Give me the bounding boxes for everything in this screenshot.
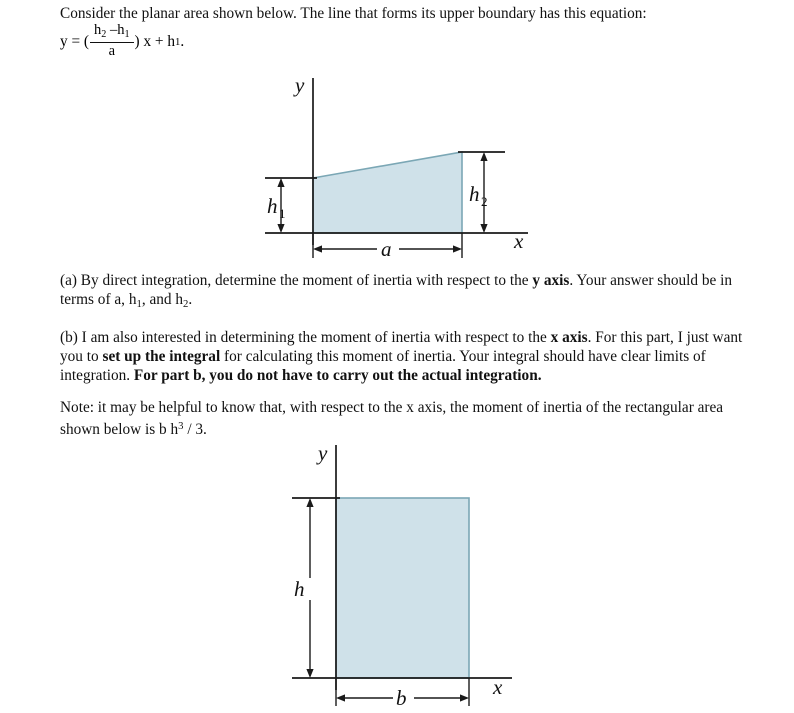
part-a-middle2: , and h [141, 291, 184, 308]
rectangle-figure-svg [280, 440, 550, 713]
h-label: h [294, 577, 305, 601]
part-b-bold-x-axis: x axis [550, 329, 588, 346]
part-a-middle: . Your answer should be in terms of a, h [60, 272, 733, 308]
trapezoid-area-figure [255, 68, 545, 268]
trapezoid-figure-svg [255, 68, 545, 268]
note-prefix: Note: it may be helpful to know that, with respect to the x axis, the moment of inertia of the rectangular area shown below is b h [60, 399, 724, 438]
equation-period: . [180, 32, 185, 50]
h2-arrow-up [480, 152, 487, 161]
note-exponent: 3 [178, 420, 184, 432]
a-label: a [381, 237, 392, 261]
h1-arrow-up [277, 178, 284, 187]
part-b-prefix: (b) I am also interested in determining the moment of inertia with respect to the [60, 329, 551, 346]
note-paragraph [60, 398, 760, 439]
h2-label: h [469, 182, 480, 206]
numerator-h2: h [94, 22, 102, 38]
numerator-minus: – [109, 22, 118, 38]
equation-rhs-sub: 1 [175, 35, 181, 48]
equation-fraction [90, 23, 134, 59]
numerator-h2-sub: 2 [101, 28, 107, 40]
intro-line [60, 4, 760, 23]
equation-rhs: ) x + h [134, 32, 176, 50]
h1-label: h [267, 194, 278, 218]
part-a-prefix: (a) By direct integration, determine the moment of inertia with respect to the [60, 272, 533, 289]
h1-arrow-down [277, 224, 284, 233]
boundary-equation [60, 24, 184, 60]
part-a-bold-y-axis: y axis [532, 272, 570, 289]
rectangle-area-figure [280, 440, 550, 713]
rectangle-shape [336, 498, 469, 678]
note-suffix: / 3. [183, 420, 207, 438]
y-axis-label: y [295, 73, 305, 97]
part-b-paragraph [60, 328, 760, 385]
part-b-bold-set-up-integral: set up the integral [102, 348, 221, 365]
y-axis-label: y [318, 441, 328, 465]
h2-label-sub: 2 [481, 194, 488, 209]
part-b-middle2: for calculating this moment of inertia. Your integral should have clear limits of integration. [60, 348, 706, 384]
equation-lhs: y = ( [60, 32, 90, 50]
numerator-h1: h [117, 22, 125, 38]
equation-numerator [90, 23, 134, 42]
x-axis-label: x [514, 229, 524, 253]
numerator-h1-sub: 1 [124, 28, 130, 40]
part-a-suffix: . [188, 291, 193, 308]
h-arrow-up [306, 498, 313, 507]
a-arrow-left [313, 245, 322, 252]
part-b-middle1: . For this part, I just want you to [60, 329, 743, 365]
equation-denominator: a [108, 42, 115, 59]
part-a-paragraph [60, 271, 750, 314]
h1-label-sub: 1 [279, 206, 286, 221]
h2-arrow-down [480, 224, 487, 233]
b-arrow-left [336, 694, 345, 701]
part-b-bold-no-integration: For part b, you do not have to carry out the actual integration. [133, 367, 542, 384]
part-a-sub2: 2 [183, 297, 189, 310]
intro-text: Consider the planar area shown below. The line that forms its upper boundary has this equation: [60, 5, 647, 22]
a-arrow-right [453, 245, 462, 252]
b-label: b [396, 686, 407, 710]
b-arrow-right [460, 694, 469, 701]
part-a-sub1: 1 [136, 297, 142, 310]
h-arrow-down [306, 669, 313, 678]
trapezoid-shape [313, 152, 462, 233]
x-axis-label: x [493, 675, 503, 699]
